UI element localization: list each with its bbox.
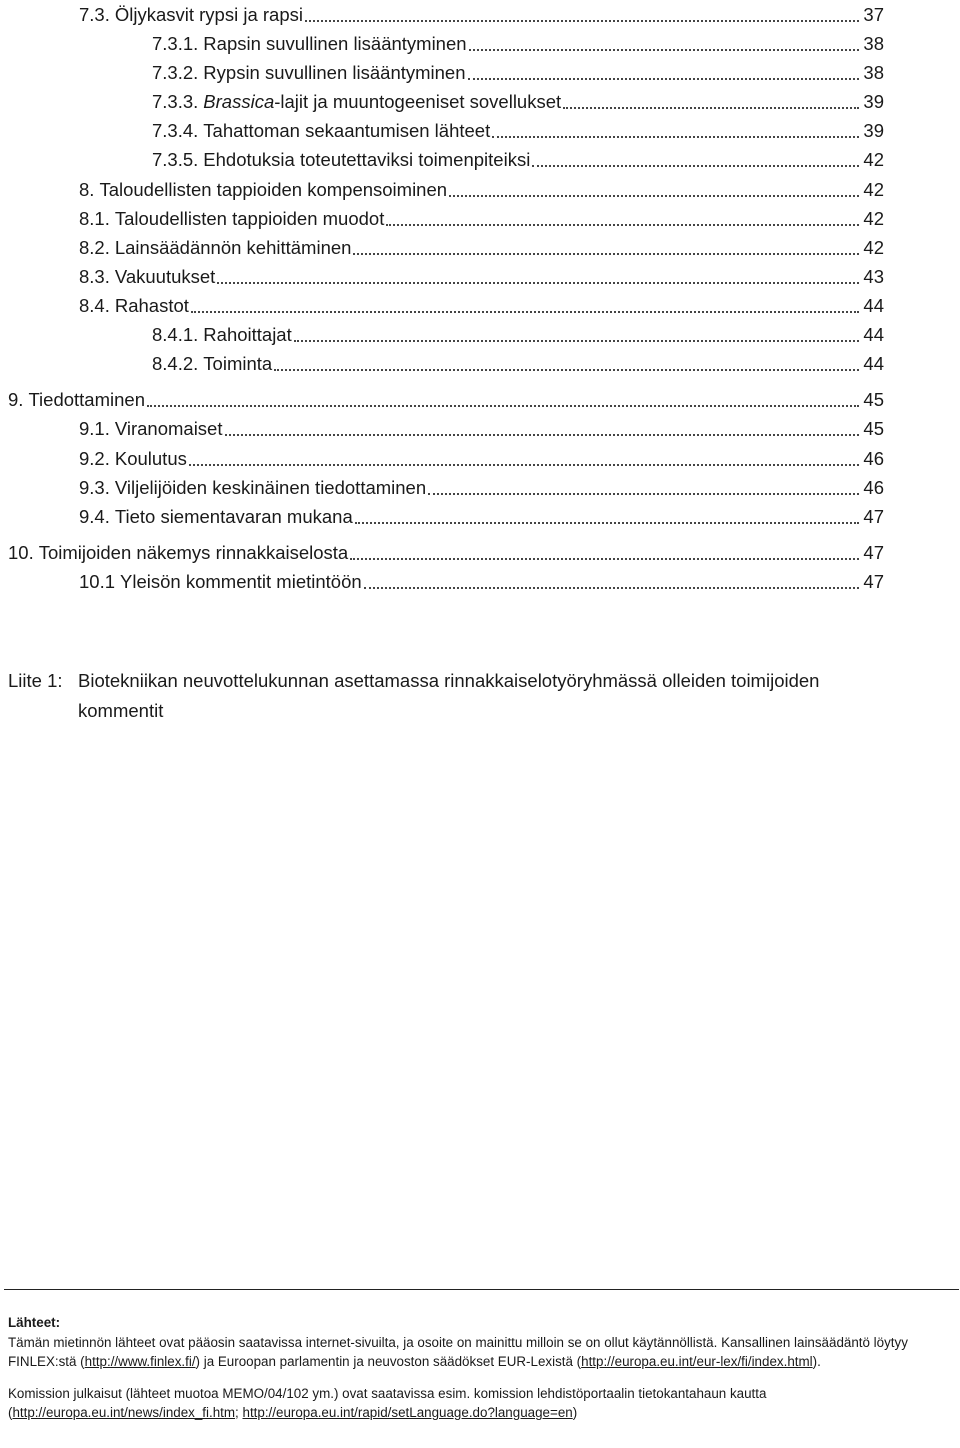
toc-entry-page: 46 <box>863 448 884 469</box>
toc-entry-title: Yleisön kommentit mietintöön <box>120 571 362 592</box>
toc-entry-page: 38 <box>863 62 884 83</box>
toc-entry[interactable] <box>152 29 884 55</box>
toc-dot-leader <box>305 2 859 22</box>
toc-entry-title: Rypsin suvullinen lisääntyminen <box>203 62 466 83</box>
toc-entry[interactable] <box>79 473 884 499</box>
toc-entry[interactable] <box>152 349 884 375</box>
toc-entry-title: Ehdotuksia toteutettaviksi toimenpiteiksi <box>203 149 531 170</box>
toc-dot-leader <box>492 118 859 138</box>
toc-entry-number: 8.4. <box>79 295 110 316</box>
sources-heading: Lähteet: <box>8 1315 61 1330</box>
toc-entry-title: Viranomaiset <box>114 418 223 439</box>
toc-entry-page: 39 <box>863 91 884 112</box>
appendix-entry <box>8 666 908 726</box>
eur-lex-link[interactable]: http://europa.eu.int/eur-lex/fi/index.html <box>581 1354 813 1369</box>
toc-entry-title-italic: Brassica <box>203 91 275 112</box>
toc-entry-number: 9. <box>8 389 24 410</box>
toc-entry-number: 7.3. <box>79 4 110 25</box>
toc-entry-title: Taloudellisten tappioiden muodot <box>114 208 385 229</box>
sources-paragraph <box>8 1384 953 1423</box>
toc-entry-number: 8.2. <box>79 237 110 258</box>
footnote-divider <box>4 1289 959 1290</box>
sources-text: ) ja Euroopan parlamentin ja neuvoston säädökset EUR-Lexistä ( <box>195 1354 582 1369</box>
toc-entry-page: 44 <box>863 295 884 316</box>
toc-entry[interactable] <box>79 444 884 470</box>
toc-entry[interactable] <box>79 204 884 230</box>
sources-text: Komission julkaisut (lähteet muotoa MEMO/04/102 ym.) ovat saatavissa esim. komission lehdistöportaalin tietokantahaun kautta ( <box>8 1385 767 1420</box>
toc-dot-leader <box>350 540 859 560</box>
sources-section <box>8 1313 953 1423</box>
toc-entry-page: 39 <box>863 120 884 141</box>
toc-entry-number: 10.1 <box>79 571 116 592</box>
toc-entry-page: 37 <box>863 4 884 25</box>
toc-entry-number: 7.3.5. <box>152 149 199 170</box>
rapid-link[interactable]: http://europa.eu.int/rapid/setLanguage.do?language=en <box>242 1405 573 1420</box>
toc-dot-leader <box>217 264 859 284</box>
toc-entry[interactable] <box>79 567 884 593</box>
toc-entry-page: 47 <box>863 542 884 563</box>
toc-entry-page: 42 <box>863 149 884 170</box>
toc-dot-leader <box>147 387 859 407</box>
toc-entry-title: Tieto siementavaran mukana <box>114 506 353 527</box>
toc-entry-page: 38 <box>863 33 884 54</box>
toc-entry-page: 42 <box>863 179 884 200</box>
toc-entry-number: 8.1. <box>79 208 110 229</box>
toc-entry-title: Rahoittajat <box>203 324 292 345</box>
toc-dot-leader <box>294 322 860 342</box>
toc-entry-number: 8.4.1. <box>152 324 199 345</box>
appendix-label: Liite 1: <box>8 670 63 691</box>
toc-dot-leader <box>469 31 860 51</box>
toc-entry[interactable] <box>152 58 884 84</box>
toc-entry-title: Rapsin suvullinen lisääntyminen <box>203 33 467 54</box>
toc-entry-page: 44 <box>863 324 884 345</box>
toc-entry[interactable] <box>79 233 884 259</box>
toc-entry-title <box>203 91 561 113</box>
toc-entry-title: Lainsäädännön kehittäminen <box>114 237 352 258</box>
toc-dot-leader <box>532 147 859 167</box>
toc-entry-number: 10. <box>8 542 34 563</box>
toc-entry[interactable] <box>152 145 884 171</box>
toc-entry-number: 9.3. <box>79 477 110 498</box>
toc-entry-title: Rahastot <box>114 295 189 316</box>
news-portal-link[interactable]: http://europa.eu.int/news/index_fi.htm <box>12 1405 236 1420</box>
toc-entry[interactable] <box>152 87 884 113</box>
toc-entry-page: 42 <box>863 208 884 229</box>
toc-entry-title: Tahattoman sekaantumisen lähteet <box>203 120 491 141</box>
toc-entry-page: 44 <box>863 353 884 374</box>
toc-entry-number: 7.3.2. <box>152 62 199 83</box>
toc-entry[interactable] <box>8 385 884 411</box>
toc-entry-number: 9.1. <box>79 418 110 439</box>
toc-entry-number: 7.3.3. <box>152 91 199 112</box>
toc-entry[interactable] <box>152 116 884 142</box>
toc-entry-number: 9.4. <box>79 506 110 527</box>
toc-entry-title: Toiminta <box>203 353 273 374</box>
toc-dot-leader <box>353 235 859 255</box>
toc-entry[interactable] <box>79 502 884 528</box>
toc-dot-leader <box>189 446 860 466</box>
finlex-link[interactable]: http://www.finlex.fi/ <box>84 1354 196 1369</box>
toc-dot-leader <box>468 60 860 80</box>
toc-entry-number: 8. <box>79 179 95 200</box>
appendix-text: Biotekniikan neuvottelukunnan asettamassa rinnakkaiselotyöryhmässä olleiden toimijoiden kommentit <box>78 670 820 721</box>
toc-entry-number: 8.3. <box>79 266 110 287</box>
toc-entry-page: 45 <box>863 418 884 439</box>
toc-entry-number: 8.4.2. <box>152 353 199 374</box>
toc-entry-title: Toimijoiden näkemys rinnakkaiselosta <box>38 542 349 563</box>
sources-text: ; <box>235 1405 243 1420</box>
toc-dot-leader <box>191 293 860 313</box>
toc-entry-page: 42 <box>863 237 884 258</box>
toc-entry-title: Koulutus <box>114 448 187 469</box>
sources-text: Tämän mietinnön lähteet ovat pääosin saatavissa internet-sivuilta, ja osoite on mainittu milloin se on ollut käytännöllistä. Kansallinen lainsäädäntö löytyy FINLEX:stä ( <box>8 1334 908 1369</box>
toc-dot-leader <box>355 504 860 524</box>
toc-dot-leader <box>364 569 860 589</box>
toc-entry-page: 43 <box>863 266 884 287</box>
toc-dot-leader <box>274 351 859 371</box>
toc-entry-number: 7.3.4. <box>152 120 199 141</box>
toc-entry[interactable] <box>79 291 884 317</box>
toc-entry-number: 9.2. <box>79 448 110 469</box>
toc-entry[interactable] <box>79 0 884 26</box>
sources-text: ) <box>572 1405 578 1420</box>
toc-entry-title: Vakuutukset <box>114 266 216 287</box>
toc-entry-page: 45 <box>863 389 884 410</box>
toc-entry-title-rest: -lajit ja muuntogeeniset sovellukset <box>274 91 562 112</box>
toc-dot-leader <box>449 177 859 197</box>
toc-entry-page: 46 <box>863 477 884 498</box>
toc-entry[interactable] <box>79 414 884 440</box>
toc-entry-title: Taloudellisten tappioiden kompensoiminen <box>99 179 448 200</box>
toc-entry[interactable] <box>152 320 884 346</box>
toc-dot-leader <box>386 206 859 226</box>
toc-entry-number: 7.3.1. <box>152 33 199 54</box>
toc-entry-title: Öljykasvit rypsi ja rapsi <box>114 4 303 25</box>
toc-dot-leader <box>225 416 860 436</box>
sources-text: ). <box>812 1354 821 1369</box>
toc-entry-page: 47 <box>863 506 884 527</box>
toc-dot-leader <box>428 475 859 495</box>
toc-entry[interactable] <box>79 262 884 288</box>
toc-dot-leader <box>563 89 859 109</box>
toc-entry[interactable] <box>79 175 884 201</box>
sources-paragraph <box>8 1333 953 1372</box>
toc-entry[interactable] <box>8 538 884 564</box>
toc-entry-title: Viljelijöiden keskinäinen tiedottaminen <box>114 477 427 498</box>
toc-entry-title: Tiedottaminen <box>28 389 145 410</box>
toc-entry-page: 47 <box>863 571 884 592</box>
